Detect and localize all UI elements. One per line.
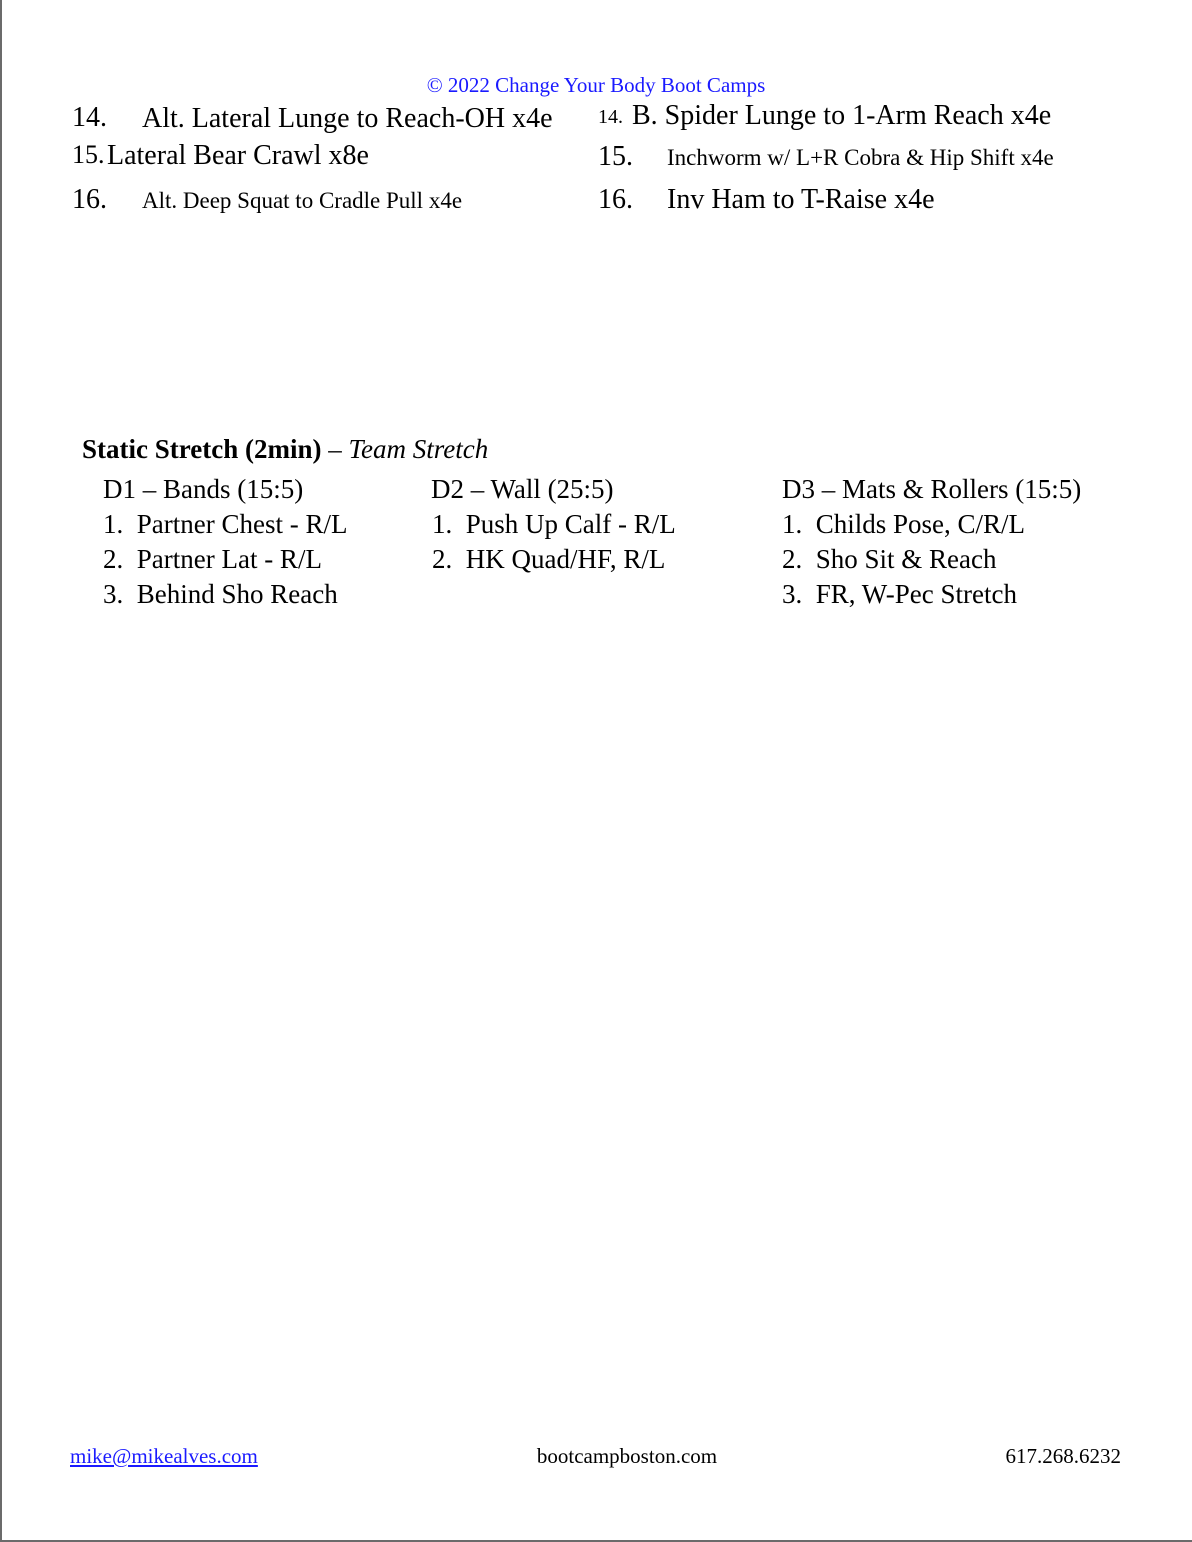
list-item-number: 14. <box>72 102 107 133</box>
stretch-item: 3. Behind Sho Reach <box>103 579 338 609</box>
list-item-text: Alt. Deep Squat to Cradle Pull x4e <box>142 188 463 213</box>
stretch-item: 1. Push Up Calf - R/L <box>432 509 676 539</box>
stretch-item: 2. HK Quad/HF, R/L <box>432 544 666 574</box>
website-text: bootcampboston.com <box>536 1444 718 1468</box>
phone-number: 617.268.6232 <box>1005 1444 1121 1468</box>
column-heading: D1 – Bands (15:5) <box>103 474 304 504</box>
email-link[interactable]: mike@mikealves.com <box>70 1444 258 1468</box>
team-stretch-label: Team Stretch <box>348 434 489 464</box>
column-heading: D2 – Wall (25:5) <box>431 474 614 504</box>
list-item-number: 16. <box>598 184 633 215</box>
list-item-text: Inchworm w/ L+R Cobra & Hip Shift x4e <box>667 145 1054 170</box>
list-item-number: 15. <box>598 141 633 172</box>
static-stretch-title <box>82 436 488 463</box>
list-item-text: B. Spider Lunge to 1-Arm Reach x4e <box>632 100 1052 131</box>
stretch-item: 2. Sho Sit & Reach <box>782 544 997 574</box>
stretch-item: 1. Partner Chest - R/L <box>103 509 348 539</box>
list-item-text: Alt. Lateral Lunge to Reach-OH x4e <box>142 103 553 134</box>
list-item-number: 16. <box>72 184 107 215</box>
title-dash: – <box>321 434 349 464</box>
list-item-text: Lateral Bear Crawl x8e <box>107 140 369 171</box>
stretch-item: 1. Childs Pose, C/R/L <box>782 509 1026 539</box>
list-item-text: Inv Ham to T-Raise x4e <box>667 184 935 215</box>
copyright-notice: © 2022 Change Your Body Boot Camps <box>426 73 766 97</box>
list-item-number: 15. <box>72 140 105 169</box>
stretch-item: 2. Partner Lat - R/L <box>103 544 322 574</box>
column-heading: D3 – Mats & Rollers (15:5) <box>782 474 1082 504</box>
static-stretch-heading: Static Stretch (2min) <box>82 434 322 464</box>
list-item-number: 14. <box>598 106 623 128</box>
stretch-item: 3. FR, W-Pec Stretch <box>782 579 1017 609</box>
